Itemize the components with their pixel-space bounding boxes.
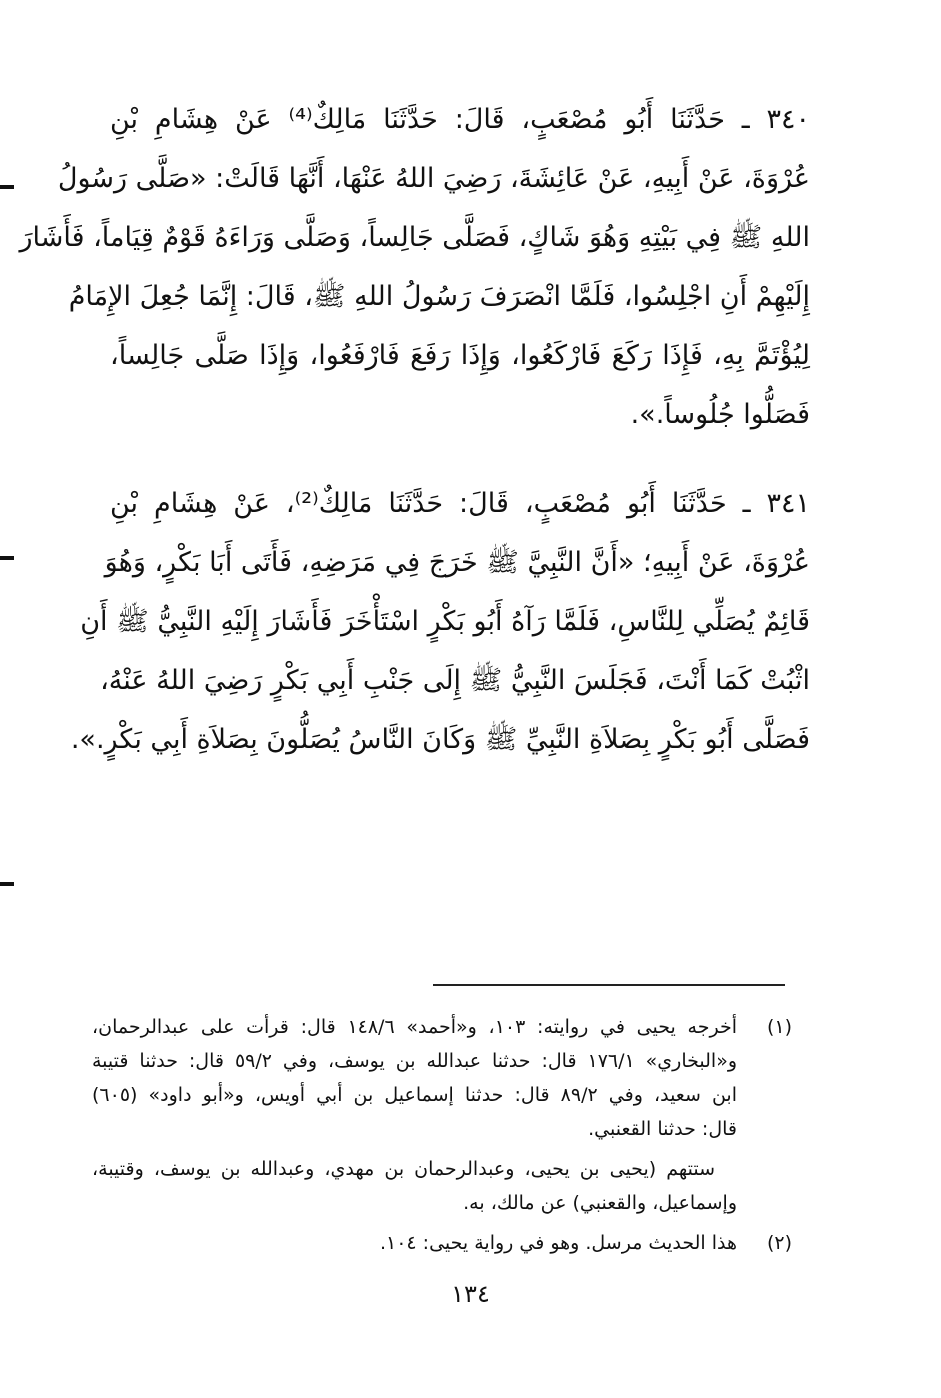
hadith-341 — [70, 474, 811, 769]
margin-mark — [0, 882, 14, 886]
text-line: اثْبُتْ كَمَا أَنْتَ، فَجَلَسَ النَّبِيُّ ﷺ إِلَى جَنْبِ أَبِي بَكْرٍ رَضِيَ اللهُ عَنْهُ، — [100, 665, 810, 696]
text-line: ٣٤١ ـ حَدَّثَنَا أَبُو مُصْعَبٍ، قَالَ: حَدَّثَنَا مَالِكٌ⁽²⁾، عَنْ هِشَامِ بْنِ — [110, 488, 811, 519]
margin-mark — [0, 556, 14, 560]
text-line: عُرْوَةَ، عَنْ أَبِيهِ؛ «أَنَّ النَّبِيَّ ﷺ خَرَجَ فِي مَرَضِهِ، فَأَتَى أَبَا بَكْرٍ، وَهُوَ — [104, 547, 810, 578]
footnote-paragraph — [92, 1152, 737, 1220]
footnote-number: (١) — [766, 1016, 792, 1038]
footnote-number: (٢) — [766, 1232, 792, 1254]
footnote-line: وإسماعيل، والقعنبي) عن مالك، به. — [463, 1192, 737, 1214]
text-line: ٣٤٠ ـ حَدَّثَنَا أَبُو مُصْعَبٍ، قَالَ: حَدَّثَنَا مَالِكٌ⁽⁴⁾ عَنْ هِشَامِ بْنِ — [110, 104, 810, 135]
footnote-body — [92, 1010, 737, 1220]
footnote-line: أخرجه يحيى في روايته: ١٠٣، و«أحمد» ١٤٨/٦ قال: قرأت على عبدالرحمان، — [92, 1016, 737, 1038]
footnote-line: و«البخاري» ١٧٦/١ قال: حدثنا عبدالله بن يوسف، وفي ٥٩/٢ قال: حدثنا قتيبة — [92, 1050, 737, 1072]
footnote-line: ابن سعيد، وفي ٨٩/٢ قال: حدثنا إسماعيل بن أبي أويس، و«أبو داود» (٦٠٥) — [92, 1084, 737, 1106]
text-line: اللهِ ﷺ فِي بَيْتِهِ وَهُوَ شَاكٍ، فَصَلَّى جَالِساً، وَصَلَّى وَرَاءَهُ قَوْمٌ قِيَاماً، فَأَشَارَ — [19, 222, 810, 253]
text-line: إِلَيْهِمْ أَنِ اجْلِسُوا، فَلَمَّا انْصَرَفَ رَسُولُ اللهِ ﷺ، قَالَ: إِنَّمَا جُعِلَ الإِمَامُ — [68, 281, 810, 312]
footnote-body — [92, 1226, 737, 1260]
footnotes — [92, 1010, 792, 1266]
margin-mark — [0, 185, 14, 189]
footnote-1 — [92, 1010, 792, 1220]
footnote-divider — [433, 984, 785, 986]
footnote-2 — [92, 1226, 792, 1260]
text-line: لِيُؤْتَمَّ بِهِ، فَإِذَا رَكَعَ فَارْكَعُوا، وَإِذَا رَفَعَ فَارْفَعُوا، وَإِذَا صَلَّى جَالِساً، — [110, 340, 810, 371]
page-number: ١٣٤ — [451, 1280, 490, 1308]
footnote-line: هذا الحديث مرسل. وهو في رواية يحيى: ١٠٤. — [379, 1232, 737, 1254]
text-line: فَصَلَّى أَبُو بَكْرٍ بِصَلاَةِ النَّبِيِّ ﷺ وَكَانَ النَّاسُ يُصَلُّونَ بِصَلاَةِ أَبِي بَكْرٍ.». — [70, 724, 810, 755]
text-line: فَصَلُّوا جُلُوساً.». — [630, 399, 810, 430]
hadith-text-body — [19, 90, 811, 799]
footnote-line: ستتهم (يحيى بن يحيى، وعبدالرحمان بن مهدي، وعبدالله بن يوسف، وقتيبة، — [92, 1158, 715, 1180]
text-line: عُرْوَةَ، عَنْ أَبِيهِ، عَنْ عَائِشَةَ، رَضِيَ اللهُ عَنْهَا، أَنَّهَا قَالَتْ: «صَلَّى رَسُولُ — [57, 163, 810, 194]
hadith-340 — [19, 90, 810, 444]
footnote-line: قال: حدثنا القعنبي. — [588, 1118, 737, 1140]
text-line: قَائِمٌ يُصَلِّي لِلنَّاسِ، فَلَمَّا رَآهُ أَبُو بَكْرٍ اسْتَأْخَرَ فَأَشَارَ إِلَيْهِ النَّبِيُّ ﷺ أَنِ — [80, 606, 810, 637]
